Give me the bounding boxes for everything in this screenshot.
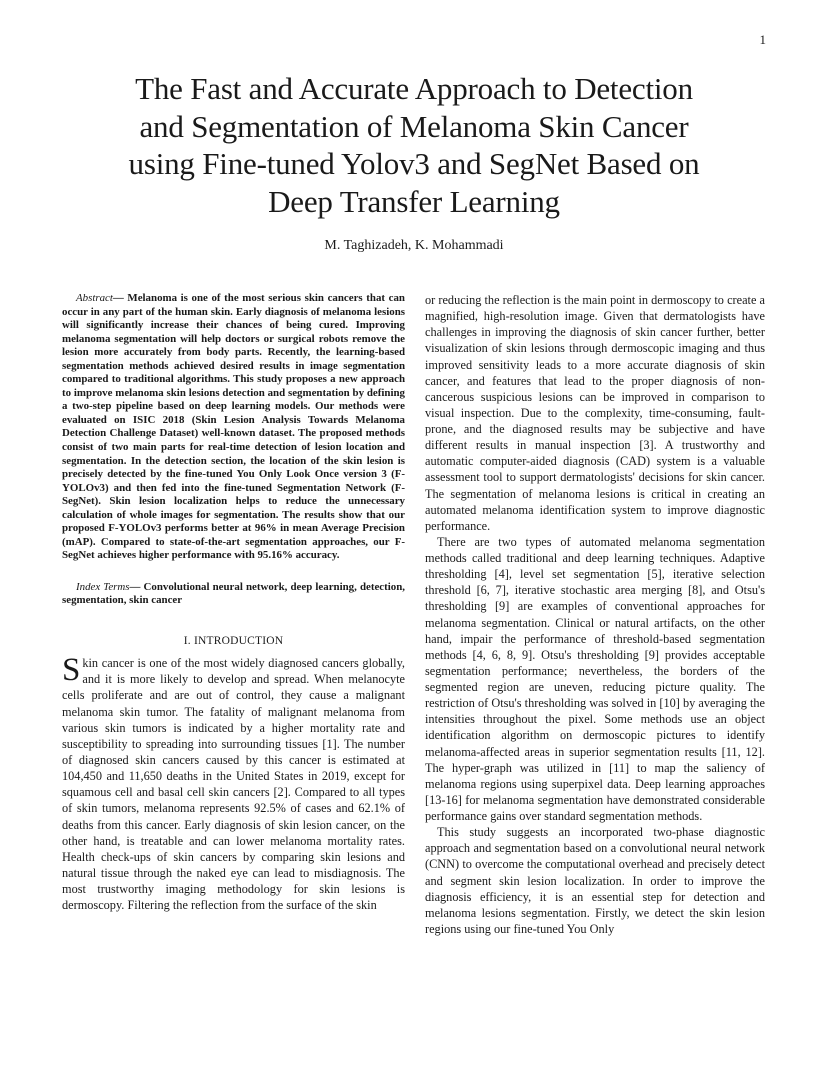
index-terms-dash: — [129, 580, 144, 593]
title-line: The Fast and Accurate Approach to Detection [135, 71, 693, 106]
title-line: and Segmentation of Melanoma Skin Cancer [139, 108, 689, 144]
section-numeral: I. [183, 635, 194, 648]
intro-paragraph-2: There are two types of automated melanoma segmentation methods called traditional and deep learning techniques. Adaptive thresholding [4], level set segmentation [5], iterative selection threshold [6, 7], iterative stochastic area merging [8], and Otsu's thresholding [9] are examples of conventional approaches for melanoma segmentation. Clinical or natural artifacts, on the other hand, impair the performance of threshold-based segmentation methods [4, 6, 8, 9]. Otsu's thresholding [9] provides acceptable segmentation performance; nevertheless, the borders of the segmented region are uneven, reducing picture quality. The restriction of Otsu's thresholding was solved in [10] by averaging the intensities throughout the pixel. Some methods use an object identification algorithm on dermoscopic pictures to identify melanoma-affected areas in superior segmentation results [11, 12]. The hyper-graph was utilized in [11] to map the saliency of melanoma regions using superpixel data. Deep learning approaches [13-16] for melanoma segmentation have demonstrated considerable performance gains over standard segmentation methods. [425, 534, 765, 823]
abstract-text: Melanoma is one of the most serious skin cancers that can occur in any part of the human skin. Early diagnosis of melanoma lesions will significantly increase their chances of being cured. Improving melanoma segmentation will help doctors or surgical robots remove the lesion more accurately from body parts. Recently, the learning-based segmentation methods achieved desired results in image segmentation compared to traditional algorithms. This study proposes a new approach to improve melanoma skin lesions detection and segmentation by defining a two-step pipeline based on deep learning models. Our methods were evaluated on ISIC 2018 (Skin Lesion Analysis Towards Melanoma Detection Challenge Dataset) well-known dataset. The proposed methods consist of two main parts for real-time detection of lesion location and segmentation. In the detection section, the location of the skin lesion is precisely detected by the fine-tuned You Only Look Once version 3 (F-YOLOv3) and then fed into the fine-tuned Segmentation Network (F-SegNet). Skin lesion localization helps to reduce the unnecessary calculation of whole images for segmentation. The results show that our proposed F-YOLOv3 performs better at 96% in mean Average Precision (mAP). Compared to state-of-the-art segmentation approaches, our F-SegNet achieves higher performance with 95.16% accuracy. [62, 292, 405, 562]
authors: M. Taghizadeh, K. Mohammadi [324, 238, 504, 253]
section-initial: I [193, 635, 198, 648]
intro-paragraph-1-continued: or reducing the reflection is the main point in dermoscopy to create a magnified, high-resolution image. Given that dermatologists have challenges in improving the diagnosis of skin cancer further, better visualization of skin lesions through dermoscopic imaging and thus improved sensitivity leads to a more accurate diagnosis of skin cancer, and features that lead to the proper diagnosis of non-cancerous suspicious lesions can be improved in comparison to visual inspection. Due to the complexity, time-consuming, fault-prone, and the diagnosed results may be subjective and have different results in manual inspection [3]. A trustworthy and automatic computer-aided diagnosis (CAD) system is a valuable assessment tool to support dermatologists' decisions for skin cancer. The segmentation of melanoma lesions is critical in creating an automated melanoma identification system to improve diagnostic performance. [425, 293, 765, 533]
index-terms-label: Index Terms [76, 580, 130, 593]
abstract-dash: — [112, 292, 128, 304]
page-number: 1 [759, 32, 766, 47]
abstract [62, 292, 405, 563]
index-terms-text: Convolutional neural network, deep learning, detection, segmentation, skin cancer [62, 580, 406, 607]
title-line: using Fine-tuned Yolov3 and SegNet Based on [128, 146, 700, 181]
left-column [62, 292, 405, 914]
index-terms [62, 581, 405, 608]
section-heading-introduction [62, 635, 405, 647]
abstract-label: Abstract [76, 292, 113, 304]
intro-paragraph-3: This study suggests an incorporated two-phase diagnostic approach and segmentation based on a convolutional neural network (CNN) to overcome the computational overhead and precisely detect and segment skin lesion localization. In order to improve the diagnosis efficiency, it is an essential step for detection and melanoma lesions segmentation. Firstly, we detect the skin lesion regions using our fine-tuned You Only [425, 825, 765, 936]
section-title-rest: NTRODUCTION [197, 635, 284, 648]
right-column [425, 292, 765, 937]
intro-paragraph-1-text: kin cancer is one of the most widely diagnosed cancers globally, and it is more likely to develop and spread. When melanocyte cells proliferate and are out of control, they cause a malignant melanoma skin tumor. The fatality of malignant melanoma from various skin tumors is indicated by a higher mortality rate and susceptibility to spreading into surrounding tissues [1]. The number of diagnosed skin cancers caused by this cancer is estimated at 104,450 and 11,650 deaths in the United States in 2019, except for squamous cell and basal cell skin cancers [2]. Compared to all types of skin tumors, melanoma represents 92.5% of cases and 62.1% of deaths from this cancer. Early diagnosis of skin lesion cancer, on the other hand, is treatable and can lower melanoma mortality rates. Health check-ups of skin cancers by comparing skin lesions and natural tissue through the naked eye can lead to misdiagnosis. The most trustworthy imaging methodology for skin lesions is dermoscopy. Filtering the reflection from the surface of the skin [62, 656, 405, 913]
paper-title [60, 70, 768, 220]
drop-cap: S [62, 652, 81, 689]
intro-paragraph-1 [62, 652, 405, 914]
title-line: Deep Transfer Learning [268, 183, 560, 219]
